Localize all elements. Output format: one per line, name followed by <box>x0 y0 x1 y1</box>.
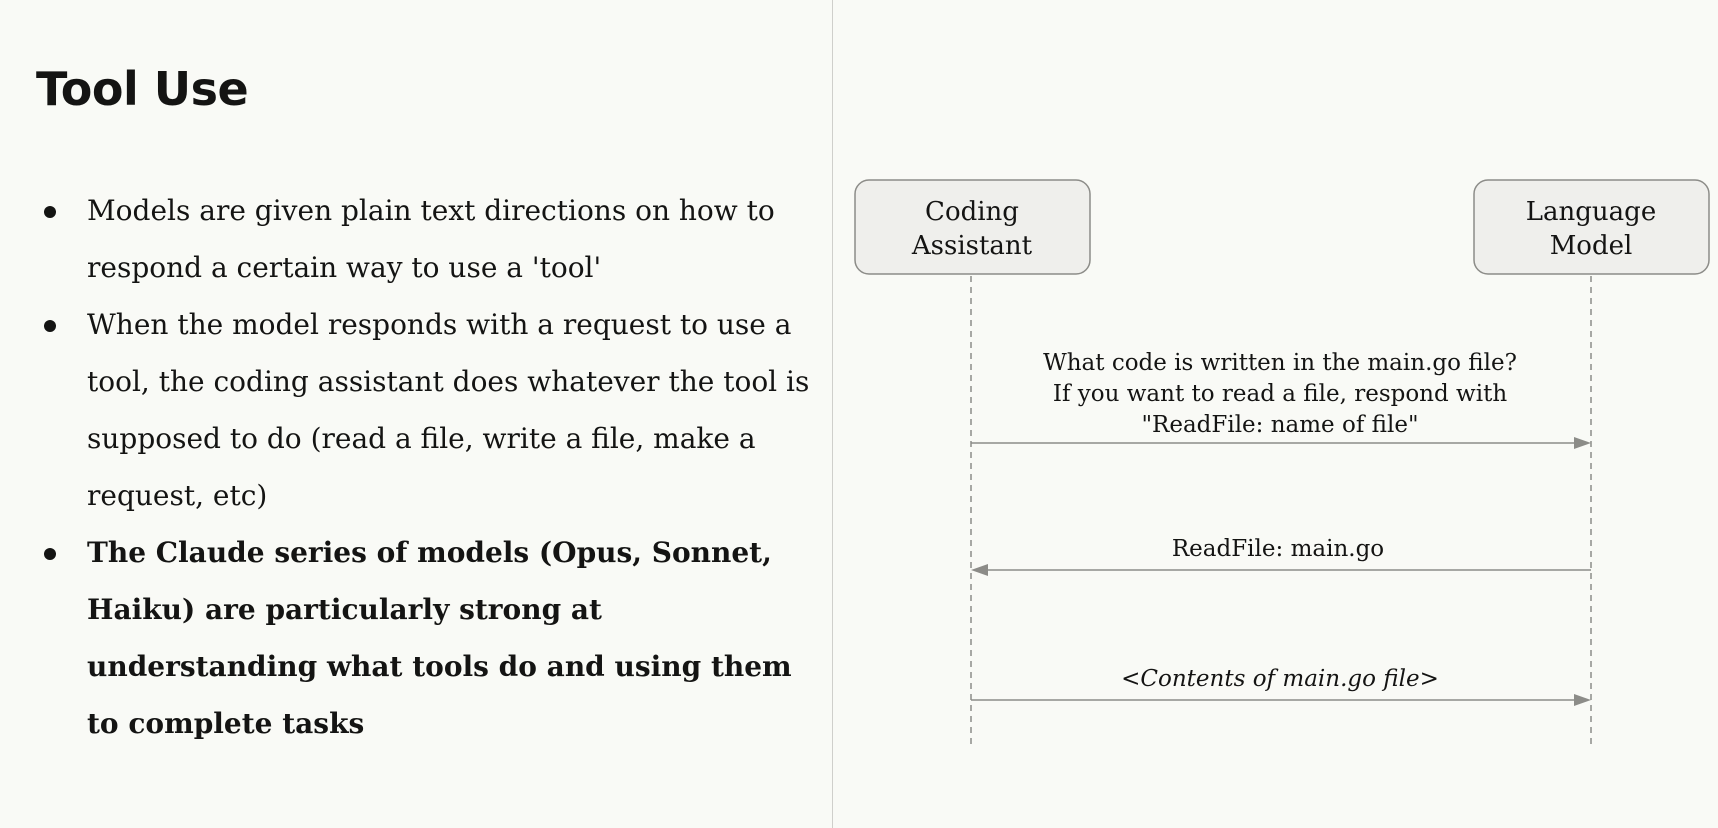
message-label: What code is written in the main.go file? <box>1043 350 1517 376</box>
arrow-right-icon <box>1574 694 1591 706</box>
slide-title: Tool Use <box>36 62 249 116</box>
message-readfile-response <box>971 536 1591 576</box>
participant-label: Assistant <box>911 231 1033 261</box>
participant-language-model <box>1474 180 1709 274</box>
participant-label: Language <box>1525 197 1657 227</box>
participant-label: Model <box>1549 231 1633 261</box>
message-label: <Contents of main.go file> <box>1121 666 1439 692</box>
participant-label: Coding <box>925 197 1019 227</box>
message-label: "ReadFile: name of file" <box>1141 412 1419 438</box>
bullet-text: When the model responds with a request to use a tool, the coding assistant does whatever the tool is supposed to do (read a file, write a file, make a request, etc) <box>87 308 810 512</box>
message-label: If you want to read a file, respond with <box>1052 381 1508 407</box>
arrow-right-icon <box>1574 437 1591 449</box>
message-request-read-file <box>971 350 1591 449</box>
message-label: ReadFile: main.go <box>1171 536 1385 562</box>
message-file-contents <box>971 666 1591 706</box>
participant-coding-assistant <box>855 180 1090 274</box>
arrow-left-icon <box>971 564 988 576</box>
bullet-text: The Claude series of models (Opus, Sonnet, Haiku) are particularly strong at understanding what tools do and using them to complete tasks <box>87 536 792 740</box>
bullet-text: Models are given plain text directions on how to respond a certain way to use a 'tool' <box>87 194 775 284</box>
